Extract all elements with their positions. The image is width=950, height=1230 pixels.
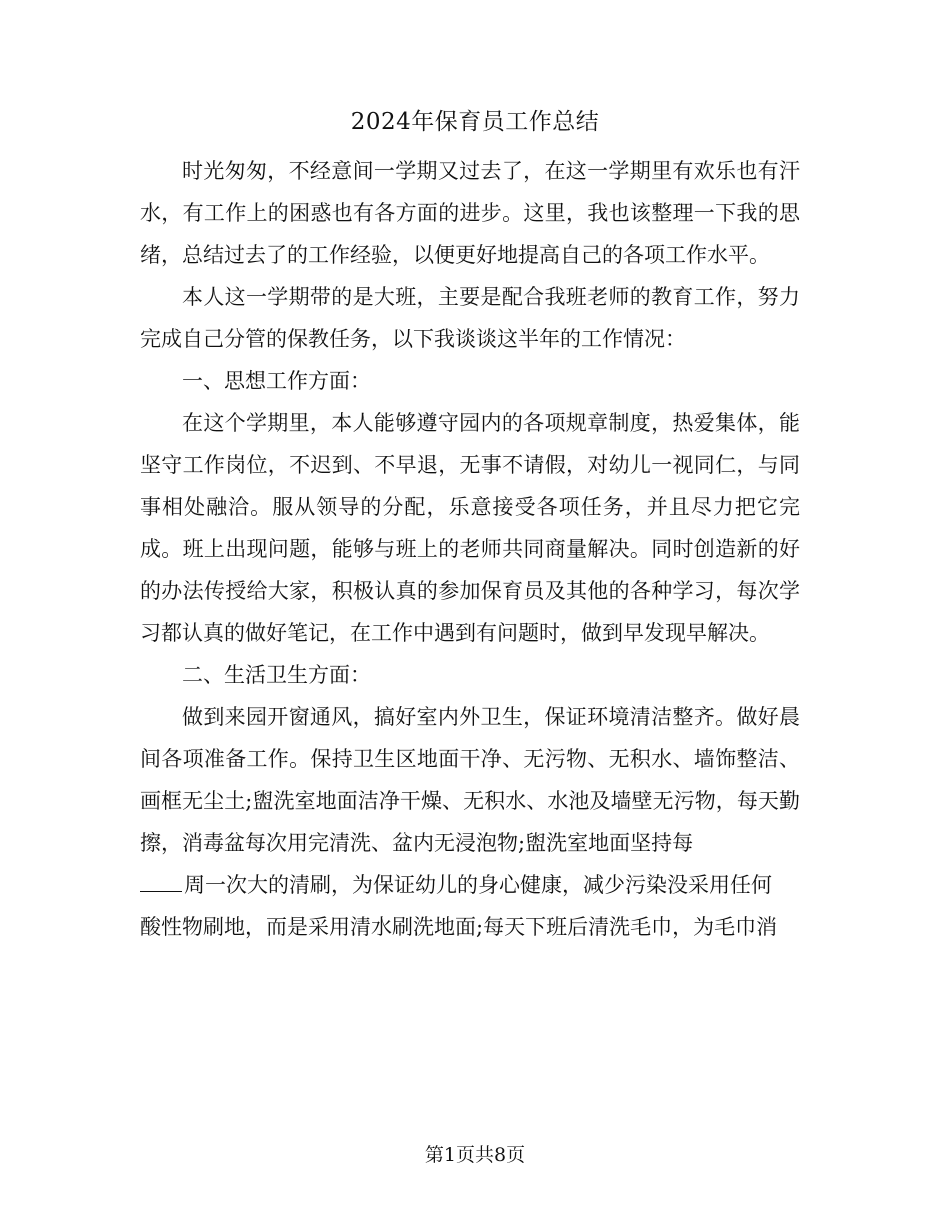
paragraph-class-duty: 本人这一学期带的是大班，主要是配合我班老师的教育工作，努力完成自己分管的保教任务，以下我谈谈这半年的工作情况： [140,285,800,351]
section-heading-thought: 一、思想工作方面： [182,369,371,393]
page-number: 第1页共8页 [424,1144,526,1166]
continuation-line-1 [140,864,800,906]
paragraph-hygiene: 做到来园开窗通风，搞好室内外卫生，保证环境清洁整齐。做好晨间各项准备工作。保持卫生区地面干净、无污物、无积水、墙饰整洁、画框无尘土;盥洗室地面洁净干燥、无积水、水池及墙壁无污物，每天勤擦，消毒盆每次用完清洗、盆内无浸泡物;盥洗室地面坚持每 [140,705,800,855]
paragraph-thought-work: 在这个学期里，本人能够遵守园内的各项规章制度，热爱集体，能坚守工作岗位，不迟到、不早退，无事不请假，对幼儿一视同仁，与同事相处融洽。服从领导的分配，乐意接受各项任务，并且尽力把它完成。班上出现问题，能够与班上的老师共同商量解决。同时创造新的好的办法传授给大家，积极认真的参加保育员及其他的各种学习，每次学习都认真的做好笔记，在工作中遇到有问题时，做到早发现早解决。 [140,411,800,645]
document-body [140,150,800,948]
continuation-line-2: 酸性物刷地，而是采用清水刷洗地面;每天下班后清洗毛巾，为毛巾消 [140,915,778,939]
fill-blank [140,890,182,892]
document-title: 2024年保育员工作总结 [350,109,600,135]
continuation-text-1: 周一次大的清刷，为保证幼儿的身心健康，减少污染没采用任何 [184,873,772,897]
section-heading-hygiene: 二、生活卫生方面： [182,663,371,687]
paragraph-intro: 时光匆匆，不经意间一学期又过去了，在这一学期里有欢乐也有汗水，有工作上的困惑也有各方面的进步。这里，我也该整理一下我的思绪，总结过去了的工作经验，以便更好地提高自己的各项工作水平。 [140,159,800,267]
